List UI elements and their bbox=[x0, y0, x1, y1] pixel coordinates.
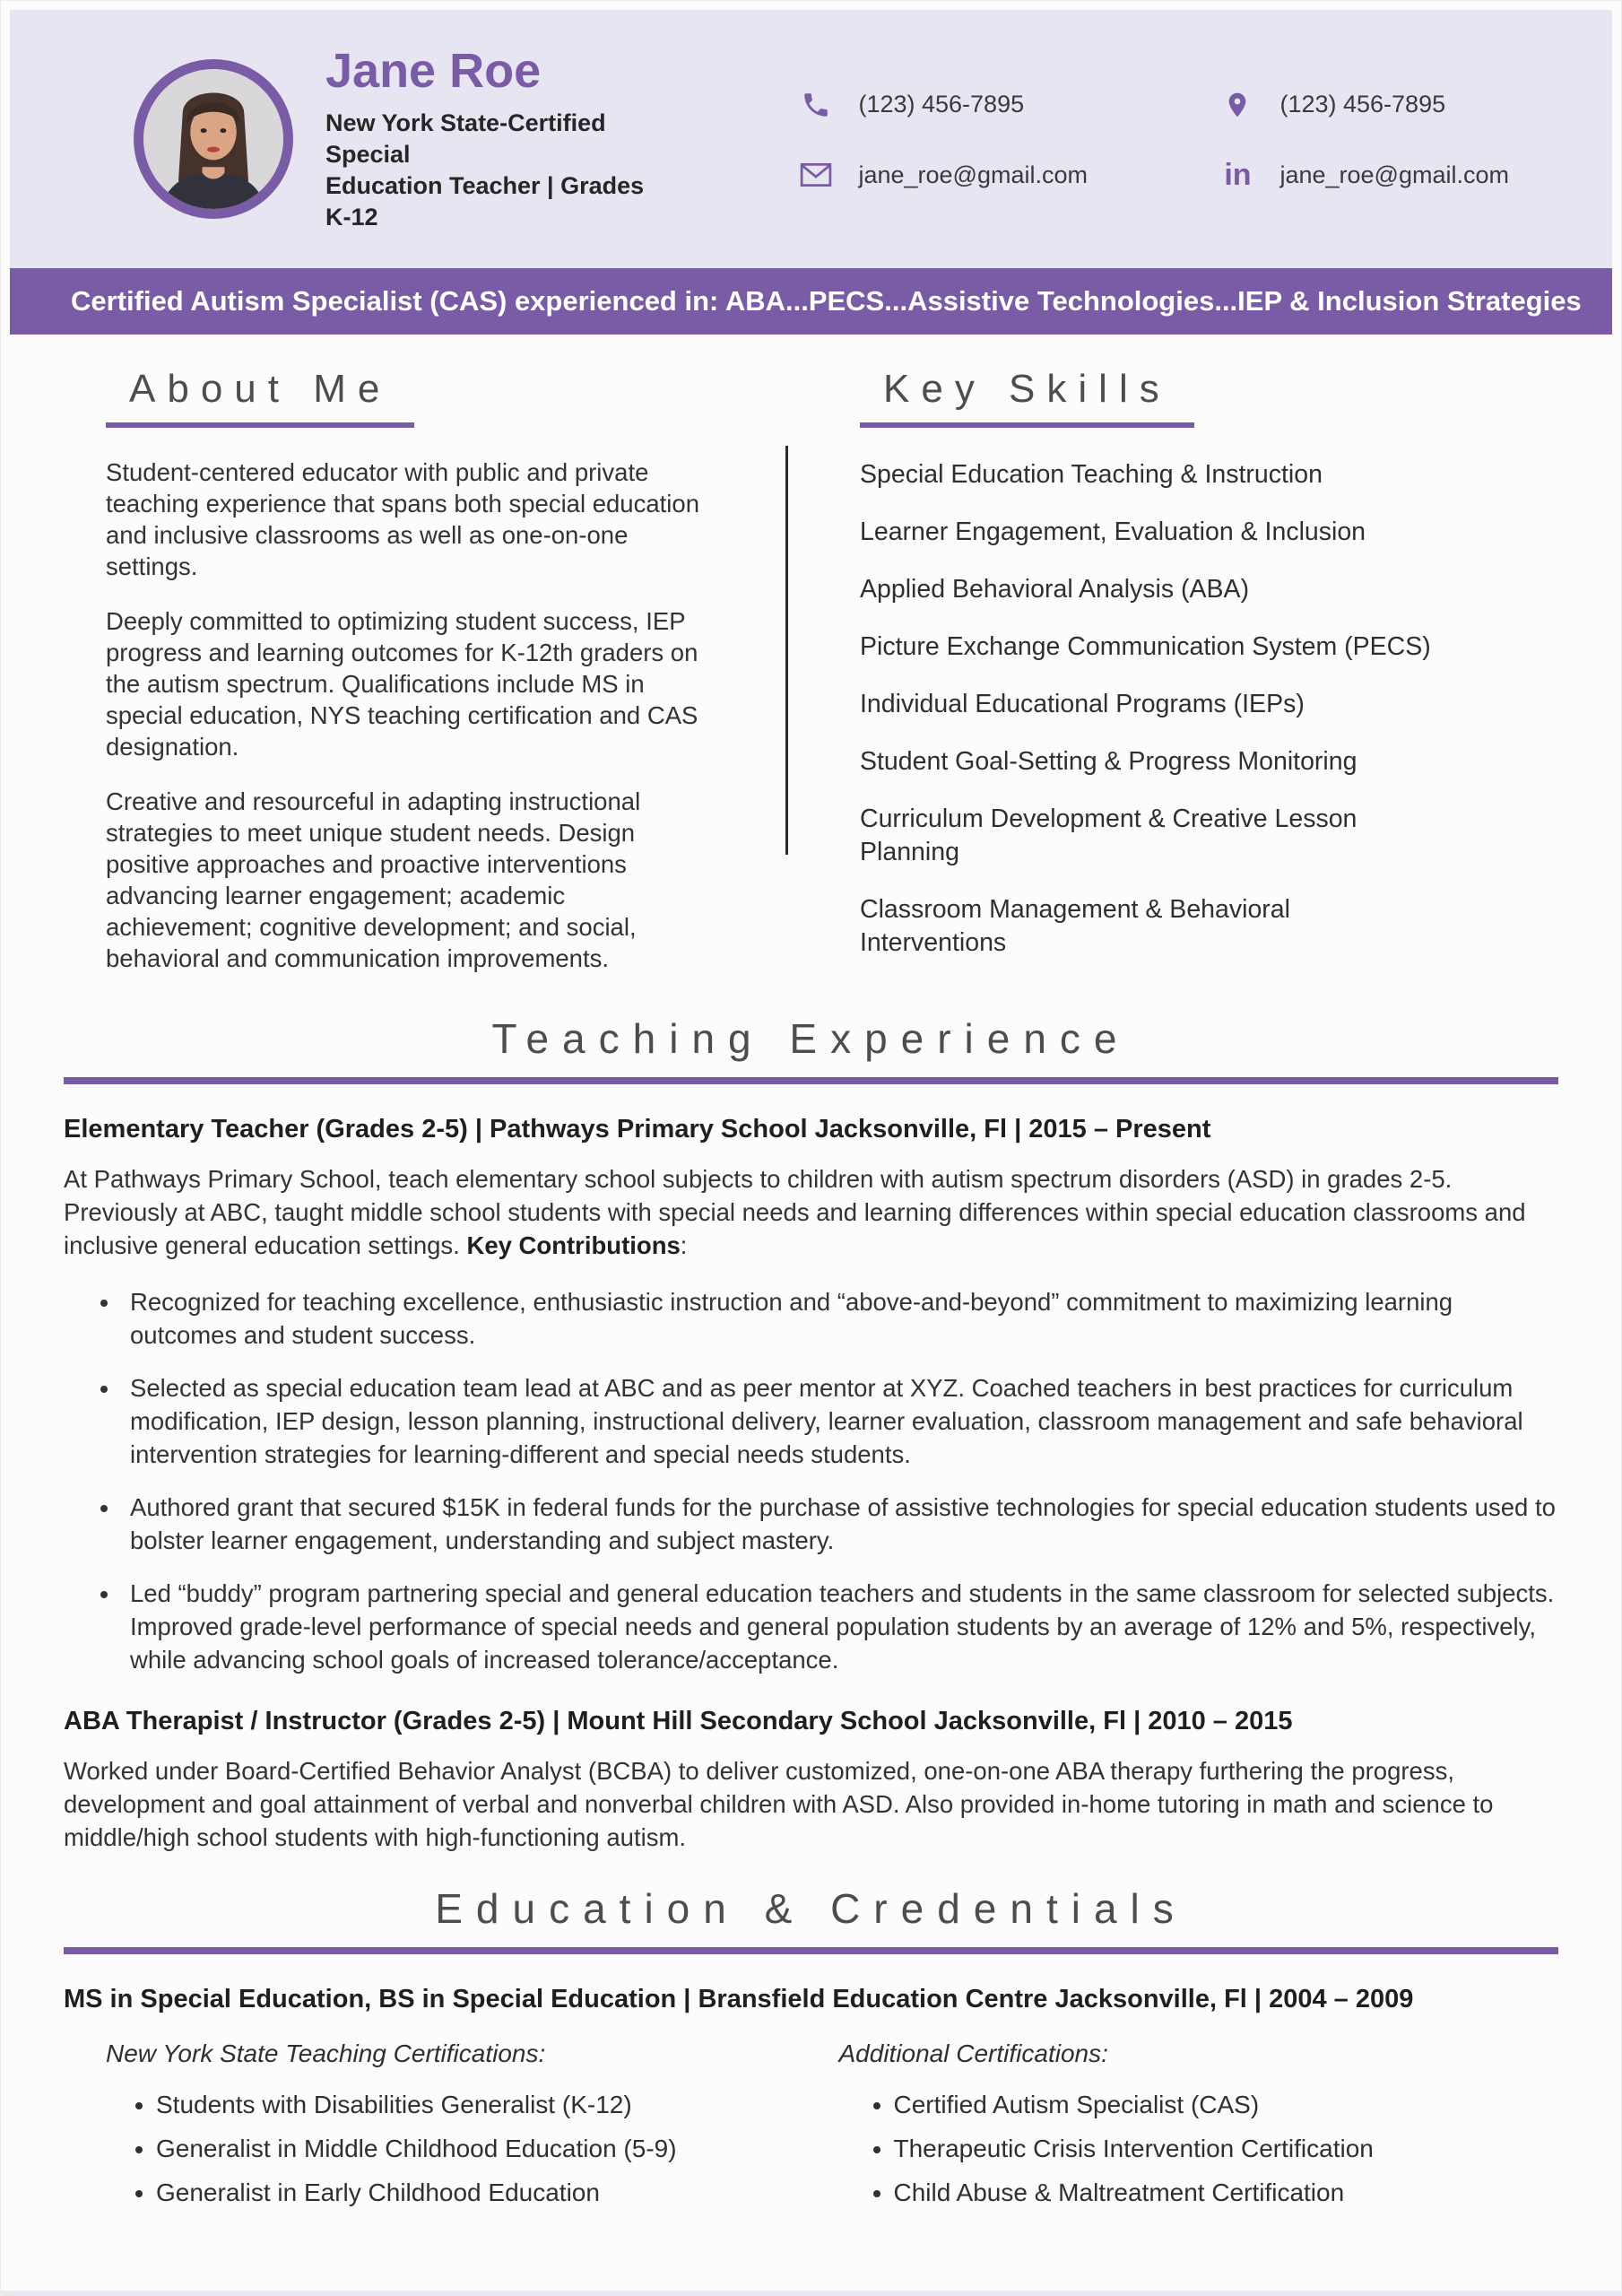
linkedin-icon: in bbox=[1224, 158, 1252, 192]
certification-columns bbox=[64, 2039, 1558, 2222]
location-value: (123) 456-7895 bbox=[1279, 91, 1446, 117]
job2-summary: Worked under Board-Certified Behavior Analyst (BCBA) to deliver customized, one-on-one ABA therapy furthering the progress, development and goal attainment of verbal and nonverbal children with ASD. Also provided in-home tutoring in math and science to middle/high school students with high-functioning autism. bbox=[64, 1757, 1494, 1851]
content bbox=[1, 367, 1621, 2222]
skill-item: Learner Engagement, Evaluation & Inclusion bbox=[860, 517, 1366, 546]
nys-certifications-header: New York State Teaching Certifications: bbox=[106, 2039, 546, 2067]
job2-title: ABA Therapist / Instructor (Grades 2-5) | Mount Hill Secondary School Jacksonville, Fl | 2010 – 2015 bbox=[64, 1707, 1293, 1735]
experience-heading: Teaching Experience bbox=[491, 1015, 1131, 1062]
about-heading-block bbox=[106, 367, 414, 428]
phone-value: (123) 456-7895 bbox=[858, 91, 1025, 117]
skill-item: Applied Behavioral Analysis (ABA) bbox=[860, 575, 1250, 604]
skills-column bbox=[788, 367, 1434, 984]
about-heading: About Me bbox=[129, 367, 392, 411]
location-icon bbox=[1219, 90, 1256, 120]
portrait-photo bbox=[143, 69, 283, 209]
job1-summary-bold: Key Contributions bbox=[466, 1231, 681, 1259]
education-heading: Education & Credentials bbox=[435, 1885, 1187, 1932]
skill-item: Classroom Management & Behavioral Interventions bbox=[860, 895, 1290, 957]
nys-certifications-list bbox=[64, 2090, 811, 2208]
certification-item: • Generalist in Middle Childhood Education (5-9) bbox=[156, 2134, 811, 2164]
about-paragraph: Deeply committed to optimizing student success, IEP progress and learning outcomes for K-12th graders on the autism spectrum. Qualifications include MS in special education, NYS teaching certification and CAS designation. bbox=[106, 607, 698, 761]
linkedin-value: jane_roe@gmail.com bbox=[1279, 161, 1509, 188]
contact-phone bbox=[797, 90, 1219, 120]
person-name: Jane Roe bbox=[325, 44, 542, 98]
specialist-banner bbox=[10, 268, 1612, 335]
skills-list bbox=[860, 458, 1434, 960]
job1-bullet: • Led “buddy” program partnering special and general education teachers and students in the same classroom for selected subjects. Improved grade-level performance of special needs and general population students by an average of 12% and 5%, respectively, while advancing school goals of increased tolerance/acceptance. bbox=[121, 1577, 1558, 1676]
avatar bbox=[134, 59, 293, 219]
phone-icon bbox=[797, 90, 835, 120]
banner-text: Certified Autism Specialist (CAS) experienced in: ABA...PECS...Assistive Technologies...IEP & Inclusion Strategies bbox=[71, 285, 1582, 317]
skills-heading: Key Skills bbox=[883, 367, 1171, 411]
education-heading-block bbox=[64, 1884, 1558, 1954]
contact-email bbox=[797, 161, 1219, 189]
contact-info bbox=[797, 90, 1509, 192]
about-paragraph: Student-centered educator with public and private teaching experience that spans both special education and inclusive classrooms as well as one-on-one settings. bbox=[106, 458, 699, 580]
skill-item: Curriculum Development & Creative Lesson Planning bbox=[860, 804, 1357, 866]
about-skills-section bbox=[64, 367, 1558, 984]
skill-item: Picture Exchange Communication System (PECS) bbox=[860, 632, 1431, 661]
job1-bullet: • Selected as special education team lead at ABC and as peer mentor at XYZ. Coached teachers in best practices for curriculum modification, IEP design, lesson planning, instructional delivery, learner evaluation, classroom management and safe behavioral intervention strategies for learning-different and special needs students. bbox=[121, 1371, 1558, 1471]
skills-heading-block bbox=[860, 367, 1194, 428]
job1-bullets bbox=[64, 1285, 1558, 1676]
job1-summary-text: At Pathways Primary School, teach elementary school subjects to children with autism spectrum disorders (ASD) in grades 2-5. Previously at ABC, taught middle school students with special needs and learning differences within special education classrooms and inclusive general education settings. bbox=[64, 1165, 1526, 1259]
about-column bbox=[106, 367, 712, 984]
email-icon bbox=[797, 161, 835, 188]
nys-certifications-column bbox=[64, 2039, 811, 2222]
contact-location bbox=[1219, 90, 1509, 120]
additional-certifications-header: Additional Certifications: bbox=[838, 2039, 1108, 2067]
identity-block bbox=[325, 45, 659, 233]
job1-bullet: • Recognized for teaching excellence, enthusiastic instruction and “above-and-beyond” commitment to maximizing learning outcomes and student success. bbox=[121, 1285, 1558, 1352]
job1-summary-colon: : bbox=[680, 1231, 688, 1259]
job-headline-line2: Education Teacher | Grades K-12 bbox=[325, 172, 645, 230]
job-headline-line1: New York State-Certified Special bbox=[325, 109, 606, 168]
header bbox=[10, 10, 1612, 268]
additional-certifications-column bbox=[811, 2039, 1559, 2222]
certification-item: • Certified Autism Specialist (CAS) bbox=[894, 2090, 1559, 2120]
about-paragraph: Creative and resourceful in adapting instructional strategies to meet unique student needs. Design positive approaches and proactive interventions advancing learner engagement; academic achievement; cognitive development; and social, behavioral and communication improvements. bbox=[106, 787, 641, 972]
certification-item: • Therapeutic Crisis Intervention Certification bbox=[894, 2134, 1559, 2164]
degree-line: MS in Special Education, BS in Special Education | Bransfield Education Centre Jacksonville, Fl | 2004 – 2009 bbox=[64, 1985, 1414, 2013]
additional-certifications-list bbox=[811, 2090, 1559, 2208]
certification-item: • Students with Disabilities Generalist (K-12) bbox=[156, 2090, 811, 2120]
certification-item: • Generalist in Early Childhood Education bbox=[156, 2178, 811, 2208]
job1-bullet: • Authored grant that secured $15K in federal funds for the purchase of assistive technologies for special education students used to bolster learner engagement, understanding and subject mastery. bbox=[121, 1491, 1558, 1557]
skill-item: Student Goal-Setting & Progress Monitoring bbox=[860, 747, 1357, 776]
experience-heading-block bbox=[64, 1014, 1558, 1084]
job1-summary bbox=[64, 1162, 1558, 1262]
certification-item: • Child Abuse & Maltreatment Certification bbox=[894, 2178, 1559, 2208]
contact-linkedin bbox=[1219, 158, 1509, 192]
education-heading-rule bbox=[64, 1947, 1558, 1954]
experience-heading-rule bbox=[64, 1077, 1558, 1084]
email-value: jane_roe@gmail.com bbox=[858, 161, 1088, 188]
job1-title: Elementary Teacher (Grades 2-5) | Pathways Primary School Jacksonville, Fl | 2015 – Present bbox=[64, 1115, 1211, 1144]
skill-item: Individual Educational Programs (IEPs) bbox=[860, 690, 1305, 718]
skill-item: Special Education Teaching & Instruction bbox=[860, 460, 1323, 489]
